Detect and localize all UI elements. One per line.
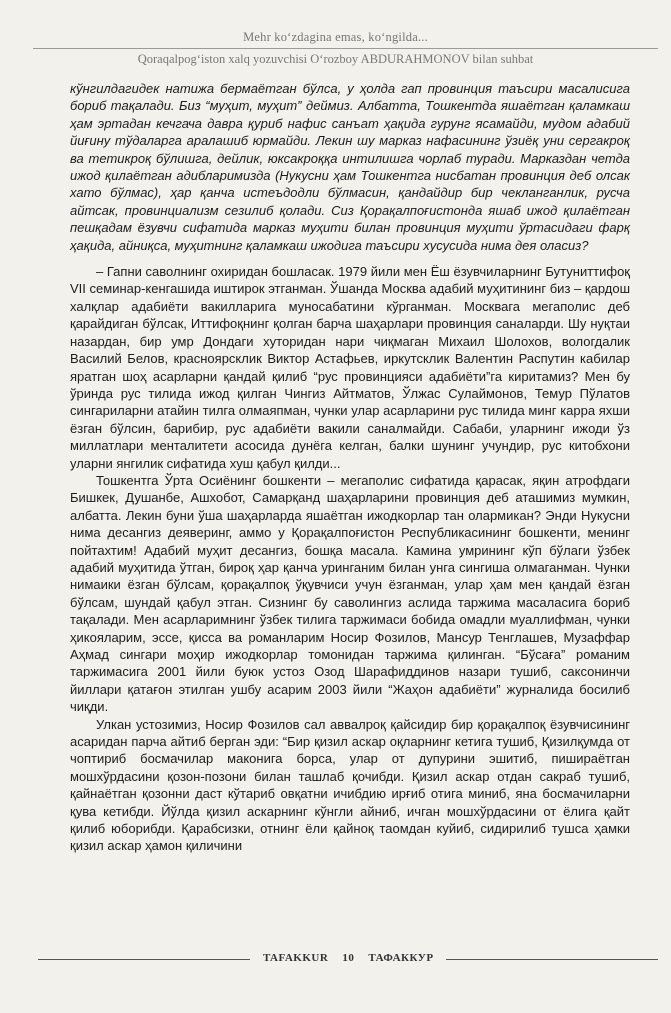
interview-question: кўнгилдагидек натижа бермаётган бўлса, у ҳолда гап провинция таъсири масалисига бориб тақалади. Биз “муҳит, муҳит” деймиз. Албатта, Тошкентда яшаётган қаламкаш ҳам эртадан кечгача давра қуриб нафис санъат ҳақида гурунг ясамайди, мудом адабий йиғину тўдаларга аралашиб юрмайди. Лекин шу марказ нафасининг ўзиёқ уни сергакроқ ва тетикроқ бўлишга, дейлик, юксакроққа интилишга чорлаб туради. Марказдан четда ижод қилаётган адибларимизда (Нукусни ҳам Тошкентга нисбатан провинция деб олсак хато бўлмас), ҳар қанча истеъдодли бўлмасин, қандайдир бир чекланганлик, русча айтсак, провинциализм сезилиб қолади. Сиз Қорақалпоғистонда яшаб ижод қилаётган пешқадам ёзувчи сифатида марказ муҳити билан провинция муҳити ўртасидаги фарқ ҳақида, айниқса, муҳитнинг қаламкаш ижодига таъсири хусусида нима дея оласиз? [70, 81, 630, 253]
footer-journal-latin: TAFAKKUR [263, 952, 329, 964]
series-title: Mehr ko‘zdagina emas, ko‘ngilda... [243, 30, 428, 44]
footer-rule-right [446, 959, 658, 960]
answer-paragraph-2: Тошкентга Ўрта Осиёнинг бошкенти – мегаполис сифатида қарасак, яқин атрофдаги Бишкек, Душанбе, Ашхобот, Самарқанд шаҳарларини провинция деб аташимиз мумкин, албатта. Лекин буни ўша шаҳарларда яшаётган ижодкорлар тан олармикан? Энди Нукусни нима десангиз деяверинг, аммо у Қорақалпоғистон Республикасининг бошкенти, менинг пойтахтим! Адабий муҳит десангиз, бошқа масала. Камина умрининг кўп бўлаги ўзбек адабий муҳитида ўтган, бироқ ҳар қанча уринганим билан унга сингиша олмаганман. Чунки нимаики ёзган бўлсам, қорақалпоқ ўқувчиси учун ёзганман, улар ҳам мен қандай ёзган бўлсам, шундай қабул этган. Сизнинг бу саволингиз аслида таржима масаласига бориб тақалади. Мен асарларимнинг ўзбек тилига таржимаси бобида омадли муаллифман, чунки ҳикояларим, эссе, қисса ва романларим Носир Фозилов, Мансур Тенглашев, Музаффар Аҳмад сингари моҳир ижодкорлар томонидан таржима қилинган. “Бўсаға” романим таржимасига 2001 йили буюк устоз Озод Шарафиддинов назари тушиб, саксонинчи йиллари қатағон этилган ушбу асарим 2003 йили “Жаҳон адабиёти” журналида босилиб чиқди. [70, 472, 630, 715]
interview-subtitle: Qoraqalpog‘iston xalq yozuvchisi O‘rozboy ABDURAHMONOV bilan suhbat [137, 52, 534, 66]
running-header [0, 30, 671, 45]
page-footer [38, 952, 658, 966]
answer-paragraph-3: Улкан устозимиз, Носир Фозилов сал аввалроқ қайсидир бир қорақалпоқ ёзувчисининг асаридан парча айтиб берган эди: “Бир қизил аскар оқларнинг кетига тушиб, Қизилқумда от чоптириб босмачилар маконига борса, улар от дупурини эшитиб, пишираётган мошхўрдасини қозон-позони билан ташлаб қочибди. Қизил аскар отдан сакраб тушиб, қайнаётган қозонни даст кўтариб овқатни ичибдию ирғиб отига миниб, яна босмачиларни қува кетибди. Йўлда қизил аскарнинг кўнгли айниб, ичган мошхўрдасини от ёлига қайт қилиб юборибди. Қарабсизки, отнинг ёли қайноқ таомдан куйиб, сидирилиб тушса ҳамки қизил аскар ҳамон қиличини [70, 716, 630, 854]
footer-label [256, 952, 440, 964]
article-body [70, 80, 630, 855]
footer-rule-left [38, 959, 250, 960]
answer-paragraph-1: – Гапни саволнинг охиридан бошласак. 1979 йили мен Ёш ёзувчиларнинг Бутуниттифоқ VII семинар-кенгашида иштирок этганман. Ўшанда Москва адабий муҳитининг биз – қардош халқлар адабиёти вакилларига муносабатини кўрганман. Москвага мегаполис деб қарайдиган бўлсак, Иттифоқнинг қолган барча шаҳарлари провинция саналарди. Шу нуқтаи назардан, бир умр Дондаги хуторидан нари чиқмаган Михаил Шолохов, вологдалик Василий Белов, красноярсклик Виктор Астафьев, иркутсклик Валентин Распутин кабилар яратган шоҳ асарларни қандай қилиб “рус провинцияси адабиёти”га киритамиз? Мен бу ўринда рус тилида ижод қилган Чингиз Айтматов, Ўлжас Сулаймонов, Темур Пўлатов сингариларни атайин тилга олмаяпман, чунки улар асарларини рус тилида минг карра яхши ёзган бўлсин, барибир, рус адабиёти вакили саналмайди. Сабаби, уларнинг ижоди ўз миллатлари менталитети асосида дунёга келган, балки шунинг учундир, рус китобхони уларни янгилик сифатида хуш қабул қилди... [70, 264, 630, 471]
page-number: 10 [342, 952, 355, 964]
header-divider [33, 48, 658, 49]
footer-journal-cyrillic: ТАФАККУР [368, 952, 434, 964]
